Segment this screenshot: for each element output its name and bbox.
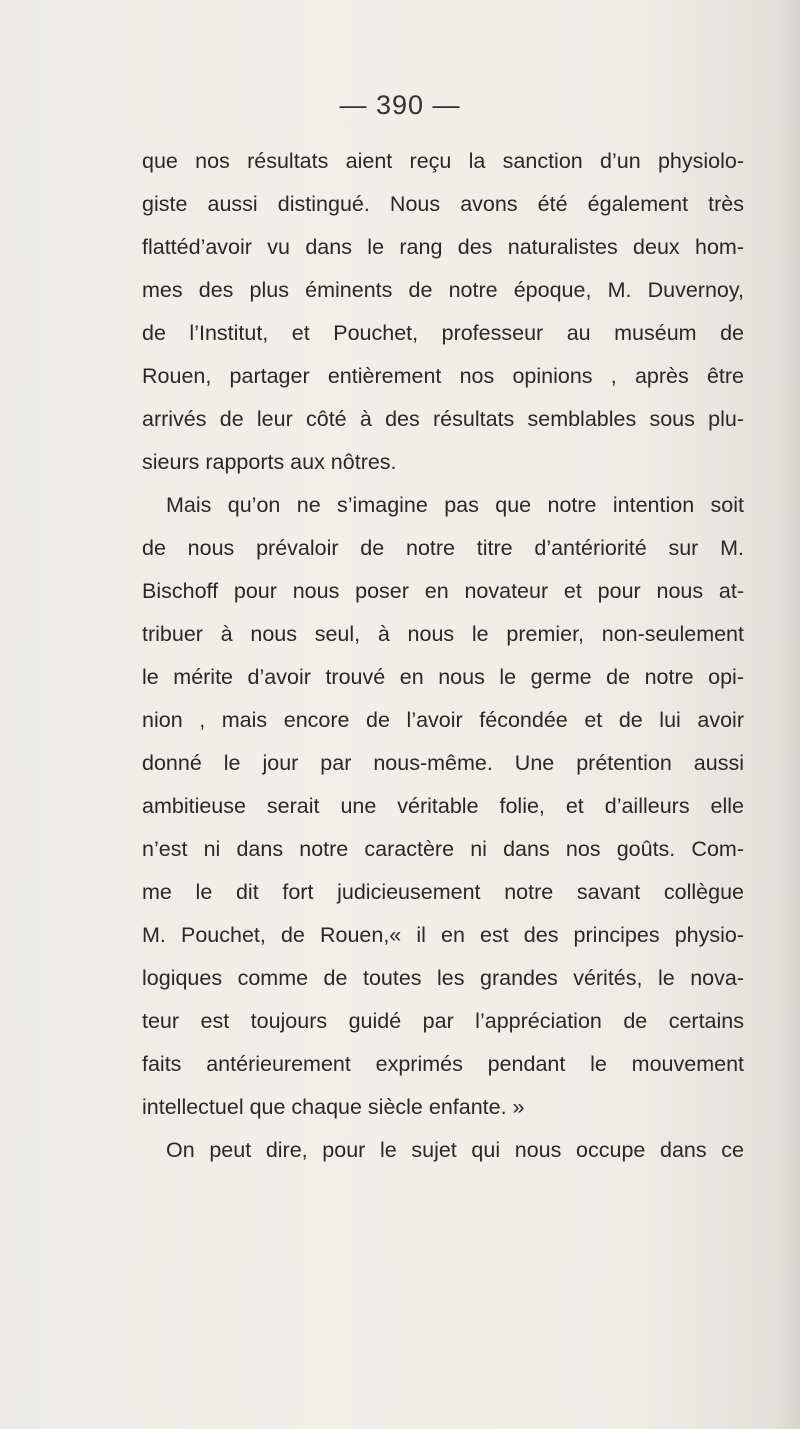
text-line: M. Pouchet, de Rouen,« il en est des principes physio- [142,923,744,947]
text-line: tribuer à nous seul, à nous le premier, non-seulement [142,622,744,646]
text-line: donné le jour par nous-même. Une prétention aussi [142,751,744,775]
text-line: intellectuel que chaque siècle enfante. » [142,1095,525,1119]
paragraph-start-line: Mais qu’on ne s’imagine pas que notre intention soit [166,493,744,517]
text-line: faits antérieurement exprimés pendant le mouvement [142,1052,744,1076]
text-line: Rouen, partager entièrement nos opinions , après être [142,364,744,388]
page-number: — 390 — [339,90,461,120]
text-line: que nos résultats aient reçu la sanction d’un physiolo- [142,149,744,173]
text-line: giste aussi distingué. Nous avons été également très [142,192,744,216]
text-line: nion , mais encore de l’avoir fécondée et de lui avoir [142,708,744,732]
text-line: me le dit fort judicieusement notre savant collègue [142,880,744,904]
text-line: de l’Institut, et Pouchet, professeur au muséum de [142,321,744,345]
text-line: mes des plus éminents de notre époque, M. Duvernoy, [142,278,744,302]
text-line: flattéd’avoir vu dans le rang des naturalistes deux hom- [142,235,744,259]
text-line: arrivés de leur côté à des résultats semblables sous plu- [142,407,744,431]
text-line: logiques comme de toutes les grandes vérités, le nova- [142,966,744,990]
paragraph-start-line: On peut dire, pour le sujet qui nous occupe dans ce [166,1138,744,1162]
text-line: teur est toujours guidé par l’appréciation de certains [142,1009,744,1033]
text-line: n’est ni dans notre caractère ni dans nos goûts. Com- [142,837,744,861]
text-line: Bischoff pour nous poser en novateur et pour nous at- [142,579,744,603]
text-line: de nous prévaloir de notre titre d’antériorité sur M. [142,536,744,560]
text-line: ambitieuse serait une véritable folie, et d’ailleurs elle [142,794,744,818]
text-line: sieurs rapports aux nôtres. [142,450,397,474]
text-line: le mérite d’avoir trouvé en nous le germe de notre opi- [142,665,744,689]
body-text [142,140,744,1172]
